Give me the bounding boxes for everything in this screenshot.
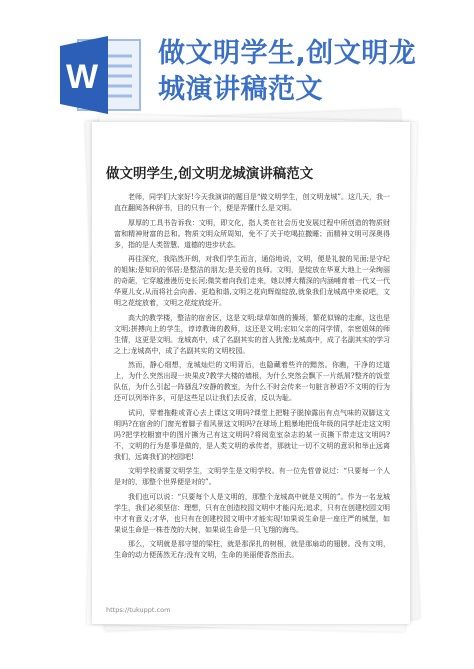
document-body	[114, 192, 390, 565]
document-title: 做文明学生,创文明龙城演讲稿范文	[106, 166, 314, 182]
footer-url: https://tukuppt.com	[106, 606, 171, 614]
paragraph: 老师，同学们大家好!今天我演讲的题目是“做文明学生，创文明龙城”。这几天，我一直在翻阅各种辞书，目的只有一个，便是弄懂什么是文明。	[114, 193, 390, 212]
paragraph: 高大的教学楼，整洁的宿舍区，这是文明;绿草如茵的操场，繁花似锦的走廊，这也是文明;拼搏向上的学生，谆谆教诲的教师，这还是文明;宏如父亲的同学情，亲密姐妹的师生情，这更是文明。龙城高中，成了名副其实的首人犹豫;龙城高中，成了名副其实的学习之上;龙城高中，成了名副其实的文明校园。	[114, 313, 390, 355]
banner-title-line-2: 城演讲稿范文	[158, 74, 323, 105]
header-banner	[0, 0, 474, 120]
banner-title	[158, 36, 458, 108]
document-page	[92, 122, 410, 624]
paragraph: 厚厚的工具书告诉我：文明，即文化，指人类在社会历史发展过程中所创造的物质财富和精神财富的总和。物质文明众所周知，免不了关于吃喝拉撒睡；而精神文明可深奥得多，指的是人类智慧、道德的进步状态。	[114, 218, 390, 249]
paragraph: 文明学校需要文明学生，文明学生是文明学校。有一位先哲曾说过：“只要每一个人是对的，那整个世界便是对的”。	[114, 467, 390, 486]
word-document-icon	[58, 36, 144, 114]
paragraph: 我们也可以说：“只要每个人是文明的，那整个龙城高中就是文明的”。作为一名龙城学生，我们必须坚信：理想，只有在创造校园文明中才能闪光;追求，只有在创建校园文明中才有意义;才华，也只有在创建校园文明中才能实现!如果说生命是一座庄严的城堡，如果说生命是一株苍茂的大树，如果说生命是一只飞翔的海鸟。	[114, 492, 390, 534]
word-logo-letter: W	[66, 58, 99, 96]
paragraph: 然而，静心细想，龙城灿烂的文明背后，也隐藏着些许的黯然。你瞧，干净的过道上，为什么突然出现一块果皮?教学大楼的墙根，为什么突然会飘下一片纸屑?整齐的饭堂队伍，为什么引起一阵骚乱?安静的教室，为什么不时会传来一句脏言秽语?不文明的行为还可以列举许多，可是这些足以让我们去反省，反以为耻。	[114, 361, 390, 402]
paragraph: 那么，文明就是那守望的梁柱，就是那深扎的树根，就是那扇动的翅膀。没有文明，生命的动力便荡然无存;没有文明，生命的美丽便香然而去。	[114, 540, 390, 559]
paragraph: 再往深究，我陷然开朗，对我们学生而言，通俗地说，文明，便是礼貌的见面;是守纪的姐妹;是知识的邻居;是整洁的朋友;是关爱的良师。文明，是绽放在华夏大地上一朵绚丽的奇葩，它穿越漫漫历史长河;微笑着向我们走来，她以博大精深的内涵哺育着一代又一代华夏儿女,从而将社会向善、更趋和谐,文明之花向辉煌绽放,就象我们龙城高中来说吧，文明之花绽放着，文明之花绽放绽开。	[114, 255, 390, 307]
banner-title-line-1: 做文明学生,创文明龙	[158, 38, 417, 69]
paragraph: 试问，穿着拖鞋或背心去上课这文明吗?课堂上把鞋子脱掉露出有点气味的双脚这文明吗?在宿舍的门窗光着脚子看风景这文明吗?在球场上粗暴地把低年级的同学赶走这文明吗?把学校橱窗中的图片撕为己有这文明吗?将阅览室杂志的某一页撕下带走这文明吗?不，文明的行为是事是做的，是人类文明的承传者，那就让一切不文明的意识和举止远离我们，远离我们的校园吧!	[114, 408, 390, 461]
